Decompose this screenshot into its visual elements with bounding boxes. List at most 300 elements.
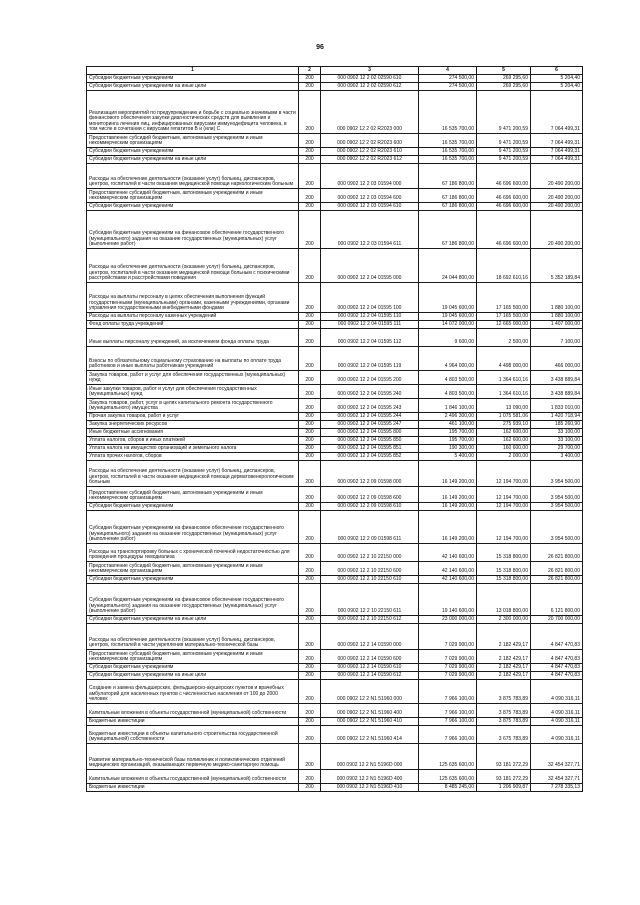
column-header: 6 <box>531 67 583 75</box>
row-name: Субсидии бюджетным учреждениям на финансовое обеспечение государственного (муниципального) задания на оказание государственных (муниципальных) услуг (выполнение работ) <box>87 511 299 544</box>
row-approved-amount: 16 535 700,00 <box>419 148 477 156</box>
table-row <box>87 437 583 445</box>
row-executed-amount: 1 364 610,16 <box>477 385 531 399</box>
table-row <box>87 784 583 792</box>
row-budget-code: 000 0902 12 2 04 01595 100 <box>321 283 419 313</box>
row-remaining-amount: 26 821 800,00 <box>531 544 583 562</box>
table-row <box>87 429 583 437</box>
row-name: Субсидии бюджетным учреждениям <box>87 203 299 211</box>
row-budget-code: 000 0902 12 2 03 01594 610 <box>321 203 419 211</box>
table-row <box>87 770 583 784</box>
row-name: Расходы на выплаты персоналу казенных учреждений <box>87 313 299 321</box>
row-name: Бюджетные инвестиции в объекты капитального строительства государственной (муниципальной) собственности <box>87 726 299 744</box>
column-header: 5 <box>477 67 531 75</box>
column-header: 4 <box>419 67 477 75</box>
row-remaining-amount: 3 438 889,84 <box>531 371 583 385</box>
row-budget-code: 000 0902 12 2 04 01595 800 <box>321 429 419 437</box>
table-row <box>87 453 583 461</box>
row-approved-amount: 42 140 600,00 <box>419 576 477 584</box>
row-remaining-amount: 4 090 316,11 <box>531 704 583 718</box>
table-row <box>87 413 583 421</box>
row-code: 200 <box>299 189 321 203</box>
row-code: 200 <box>299 562 321 576</box>
row-code: 200 <box>299 650 321 664</box>
row-remaining-amount: 4 090 316,11 <box>531 718 583 726</box>
row-budget-code: 000 0902 12 2 04 01595 852 <box>321 453 419 461</box>
row-code: 200 <box>299 203 321 211</box>
table-row <box>87 75 583 83</box>
row-remaining-amount: 7 064 499,31 <box>531 91 583 134</box>
row-name: Субсидии бюджетным учреждениям <box>87 75 299 83</box>
table-row <box>87 211 583 249</box>
table-row <box>87 664 583 672</box>
row-remaining-amount: 4 847 470,83 <box>531 624 583 650</box>
row-remaining-amount: 7 064 499,31 <box>531 134 583 148</box>
table-row <box>87 584 583 616</box>
row-name: Иные выплаты персоналу учреждений, за исключением фонда оплаты труда <box>87 329 299 347</box>
row-executed-amount: 46 696 600,00 <box>477 189 531 203</box>
row-code: 200 <box>299 544 321 562</box>
row-approved-amount: 5 400,00 <box>419 453 477 461</box>
row-approved-amount: 274 500,00 <box>419 75 477 83</box>
row-code: 200 <box>299 624 321 650</box>
row-name: Бюджетные инвестиции <box>87 784 299 792</box>
table-row <box>87 544 583 562</box>
row-budget-code: 000 0902 12 2 09 01598 600 <box>321 487 419 503</box>
table-row <box>87 385 583 399</box>
row-executed-amount: 9 471 200,59 <box>477 148 531 156</box>
row-remaining-amount: 3 438 889,84 <box>531 385 583 399</box>
row-approved-amount: 2 496 300,00 <box>419 413 477 421</box>
row-approved-amount: 461 100,00 <box>419 421 477 429</box>
row-name: Расходы на обеспечение деятельности (оказание услуг) больниц, диспансеров, центров, госпиталей в части укрепления материально-технической базы <box>87 624 299 650</box>
row-budget-code: 000 0902 12 2 14 01590 000 <box>321 624 419 650</box>
row-name: Развитие материально-технической базы поликлиник и поликлинических отделений медицинских организаций, оказывающих первичную медико-санитарную помощь <box>87 744 299 770</box>
row-code: 200 <box>299 680 321 704</box>
table-row <box>87 680 583 704</box>
row-remaining-amount: 3 954 500,00 <box>531 503 583 511</box>
row-name: Иные закупки товаров, работ и услуг для обеспечения государственных (муниципальных) нужд <box>87 385 299 399</box>
row-code: 200 <box>299 83 321 91</box>
row-executed-amount: 2 000,00 <box>477 453 531 461</box>
row-executed-amount: 2 182 429,17 <box>477 650 531 664</box>
row-executed-amount: 269 295,60 <box>477 75 531 83</box>
row-code: 200 <box>299 329 321 347</box>
row-code: 200 <box>299 148 321 156</box>
row-approved-amount: 19 045 600,00 <box>419 283 477 313</box>
table-row <box>87 461 583 487</box>
row-name: Субсидии бюджетным учреждениям на иные цели <box>87 616 299 624</box>
row-approved-amount: 4 803 500,00 <box>419 385 477 399</box>
row-approved-amount: 16 149 200,00 <box>419 511 477 544</box>
row-approved-amount: 67 186 800,00 <box>419 211 477 249</box>
row-code: 200 <box>299 421 321 429</box>
row-code: 200 <box>299 429 321 437</box>
row-name: Расходы на выплаты персоналу в целях обеспечения выполнения функций государственными (муниципальными) органами, казенными учреждениями, органами управления государственными внебюджетными фондами <box>87 283 299 313</box>
row-approved-amount: 195 700,00 <box>419 437 477 445</box>
table-row <box>87 704 583 718</box>
row-code: 200 <box>299 453 321 461</box>
row-executed-amount: 17 165 500,00 <box>477 313 531 321</box>
row-approved-amount: 7 029 900,00 <box>419 672 477 680</box>
row-executed-amount: 162 600,00 <box>477 429 531 437</box>
row-executed-amount: 3 875 783,89 <box>477 680 531 704</box>
row-code: 200 <box>299 511 321 544</box>
row-name: Уплата прочих налогов, сборов <box>87 453 299 461</box>
row-executed-amount: 15 318 800,00 <box>477 562 531 576</box>
row-remaining-amount: 466 000,00 <box>531 347 583 371</box>
row-name: Предоставление субсидий бюджетным, автономным учреждениям и иным некоммерческим организациям <box>87 650 299 664</box>
table-row <box>87 156 583 164</box>
row-remaining-amount: 29 700,00 <box>531 445 583 453</box>
row-executed-amount: 1 075 581,06 <box>477 413 531 421</box>
table-row <box>87 576 583 584</box>
row-approved-amount: 9 600,00 <box>419 329 477 347</box>
table-row <box>87 91 583 134</box>
row-name: Расходы на обеспечение деятельности (оказание услуг) больниц, диспансеров, центров, госпиталей в части оказания медицинской помощи наркологическим больным <box>87 164 299 189</box>
row-code: 200 <box>299 726 321 744</box>
row-remaining-amount: 4 847 470,83 <box>531 650 583 664</box>
row-executed-amount: 162 600,00 <box>477 437 531 445</box>
row-approved-amount: 42 140 600,00 <box>419 544 477 562</box>
row-name: Субсидии бюджетным учреждениям <box>87 664 299 672</box>
column-header: 1 <box>87 67 299 75</box>
row-approved-amount: 7 966 100,00 <box>419 680 477 704</box>
row-remaining-amount: 7 064 499,31 <box>531 148 583 156</box>
row-budget-code: 000 0902 12 2 02 R2023 600 <box>321 134 419 148</box>
row-approved-amount: 7 966 100,00 <box>419 726 477 744</box>
row-approved-amount: 16 149 200,00 <box>419 461 477 487</box>
row-code: 200 <box>299 584 321 616</box>
row-executed-amount: 3 875 783,89 <box>477 704 531 718</box>
row-budget-code: 000 0902 12 2 14 01590 610 <box>321 664 419 672</box>
row-approved-amount: 16 149 200,00 <box>419 503 477 511</box>
row-executed-amount: 9 471 200,59 <box>477 134 531 148</box>
row-name: Капитальные вложения в объекты государственной (муниципальной) собственности <box>87 770 299 784</box>
table-row <box>87 329 583 347</box>
row-code: 200 <box>299 437 321 445</box>
row-budget-code: 000 0902 12 2 03 01594 000 <box>321 164 419 189</box>
row-code: 200 <box>299 385 321 399</box>
row-remaining-amount: 20 490 200,00 <box>531 211 583 249</box>
row-remaining-amount: 5 352 189,84 <box>531 249 583 283</box>
table-row <box>87 562 583 576</box>
row-remaining-amount: 1 407 000,00 <box>531 321 583 329</box>
row-executed-amount: 15 318 800,00 <box>477 576 531 584</box>
row-executed-amount: 160 600,00 <box>477 445 531 453</box>
row-approved-amount: 190 300,00 <box>419 445 477 453</box>
row-executed-amount: 93 181 272,29 <box>477 770 531 784</box>
header-row <box>87 67 583 75</box>
row-name: Реализация мероприятий по предупреждению и борьбе с социально значимыми в части финансового обеспечения закупки диагностических средств для выявления и мониторинга лечения лиц, инфицированных вирусами иммунодефицита человека, в том числе в сочетании с вирусами гепатитов В и (или) С <box>87 91 299 134</box>
table-row <box>87 203 583 211</box>
row-approved-amount: 24 044 800,00 <box>419 249 477 283</box>
row-name: Расходы на обеспечение деятельности (оказание услуг) больниц, диспансеров, центров, госпиталей в части оказания медицинской помощи больным с психическими расстройствами и расстройствами поведения <box>87 249 299 283</box>
row-approved-amount: 7 029 900,00 <box>419 664 477 672</box>
row-name: Субсидии бюджетным учреждениям <box>87 148 299 156</box>
row-code: 200 <box>299 399 321 413</box>
row-approved-amount: 195 700,00 <box>419 429 477 437</box>
row-code: 200 <box>299 487 321 503</box>
row-budget-code: 000 0902 12 2 04 01595 850 <box>321 437 419 445</box>
row-executed-amount: 12 665 000,00 <box>477 321 531 329</box>
row-name: Закупка товаров, работ, услуг в целях капитального ремонта государственного (муниципального) имущества <box>87 399 299 413</box>
row-remaining-amount: 33 100,00 <box>531 429 583 437</box>
row-name: Капитальные вложения в объекты государственной (муниципальной) собственности <box>87 704 299 718</box>
row-name: Создание и замена фельдшерских, фельдшерско-акушерских пунктов и врачебных амбулаторий для населенных пунктов с численностью населения от 100 до 2000 человек <box>87 680 299 704</box>
row-remaining-amount: 32 454 327,71 <box>531 744 583 770</box>
row-approved-amount: 23 000 000,00 <box>419 616 477 624</box>
row-code: 200 <box>299 321 321 329</box>
row-budget-code: 000 0902 12 2 03 01594 600 <box>321 189 419 203</box>
row-executed-amount: 12 194 700,00 <box>477 461 531 487</box>
table-row <box>87 164 583 189</box>
row-remaining-amount: 7 100,00 <box>531 329 583 347</box>
row-executed-amount: 3 875 783,89 <box>477 718 531 726</box>
row-code: 200 <box>299 576 321 584</box>
row-remaining-amount: 20 490 200,00 <box>531 203 583 211</box>
row-approved-amount: 67 186 800,00 <box>419 203 477 211</box>
row-approved-amount: 4 964 000,00 <box>419 347 477 371</box>
row-code: 200 <box>299 718 321 726</box>
row-approved-amount: 4 803 500,00 <box>419 371 477 385</box>
row-executed-amount: 13 018 800,00 <box>477 584 531 616</box>
table-row <box>87 487 583 503</box>
row-budget-code: 000 0902 12 2 N1 5196D 400 <box>321 770 419 784</box>
row-budget-code: 000 0902 12 2 02 02590 610 <box>321 75 419 83</box>
table-row <box>87 624 583 650</box>
row-approved-amount: 125 635 600,00 <box>419 744 477 770</box>
row-executed-amount: 12 194 700,00 <box>477 487 531 503</box>
row-budget-code: 000 0902 12 2 04 01595 200 <box>321 371 419 385</box>
table-row <box>87 313 583 321</box>
row-executed-amount: 2 182 429,17 <box>477 672 531 680</box>
row-name: Предоставление субсидий бюджетным, автономным учреждениям и иным некоммерческим организациям <box>87 562 299 576</box>
row-name: Субсидии бюджетным учреждениям на иные цели <box>87 83 299 91</box>
row-approved-amount: 14 072 000,00 <box>419 321 477 329</box>
row-executed-amount: 4 498 000,00 <box>477 347 531 371</box>
row-remaining-amount: 4 090 316,11 <box>531 680 583 704</box>
row-name: Субсидии бюджетным учреждениям <box>87 503 299 511</box>
row-remaining-amount: 3 400,00 <box>531 453 583 461</box>
row-executed-amount: 15 318 800,00 <box>477 544 531 562</box>
row-executed-amount: 46 696 600,00 <box>477 164 531 189</box>
row-remaining-amount: 3 954 500,00 <box>531 461 583 487</box>
row-budget-code: 000 0902 12 2 14 01590 600 <box>321 650 419 664</box>
row-remaining-amount: 4 090 316,11 <box>531 726 583 744</box>
row-name: Расходы на транспортировку больных с хронической почечной недостаточностью для проведения процедуры гемодиализа <box>87 544 299 562</box>
row-code: 200 <box>299 164 321 189</box>
row-code: 200 <box>299 134 321 148</box>
row-approved-amount: 16 535 700,00 <box>419 91 477 134</box>
row-executed-amount: 1 364 610,16 <box>477 371 531 385</box>
row-remaining-amount: 20 700 000,00 <box>531 616 583 624</box>
row-executed-amount: 18 692 610,16 <box>477 249 531 283</box>
row-code: 200 <box>299 664 321 672</box>
row-budget-code: 000 0902 12 2 02 R2023 610 <box>321 148 419 156</box>
row-code: 200 <box>299 283 321 313</box>
table-row <box>87 134 583 148</box>
row-remaining-amount: 3 954 500,00 <box>531 511 583 544</box>
row-approved-amount: 42 140 600,00 <box>419 562 477 576</box>
row-approved-amount: 8 485 245,00 <box>419 784 477 792</box>
page-number: 96 <box>316 44 324 51</box>
row-remaining-amount: 1 833 010,00 <box>531 399 583 413</box>
table-row <box>87 148 583 156</box>
row-name: Субсидии бюджетным учреждениям <box>87 576 299 584</box>
row-remaining-amount: 4 847 470,83 <box>531 664 583 672</box>
row-remaining-amount: 7 064 499,31 <box>531 156 583 164</box>
table-row <box>87 616 583 624</box>
row-budget-code: 000 0902 12 2 N1 51960 414 <box>321 726 419 744</box>
row-code: 200 <box>299 313 321 321</box>
row-budget-code: 000 0902 12 2 N1 51960 410 <box>321 718 419 726</box>
row-approved-amount: 7 966 100,00 <box>419 704 477 718</box>
table-row <box>87 83 583 91</box>
row-approved-amount: 16 149 200,00 <box>419 487 477 503</box>
row-name: Фонд оплаты труда учреждений <box>87 321 299 329</box>
table-row <box>87 445 583 453</box>
row-code: 200 <box>299 616 321 624</box>
row-name: Субсидии бюджетным учреждениям на финансовое обеспечение государственного (муниципального) задания на оказание государственных (муниципальных) услуг (выполнение работ) <box>87 584 299 616</box>
row-budget-code: 000 0902 12 2 04 01595 119 <box>321 347 419 371</box>
table-row <box>87 371 583 385</box>
column-header: 2 <box>299 67 321 75</box>
row-budget-code: 000 0902 12 2 10 22150 611 <box>321 584 419 616</box>
row-executed-amount: 2 300 000,00 <box>477 616 531 624</box>
row-approved-amount: 274 500,00 <box>419 83 477 91</box>
row-name: Прочая закупка товаров, работ и услуг <box>87 413 299 421</box>
row-remaining-amount: 5 204,40 <box>531 75 583 83</box>
row-executed-amount: 17 165 500,00 <box>477 283 531 313</box>
row-executed-amount: 9 471 200,59 <box>477 156 531 164</box>
row-remaining-amount: 20 490 200,00 <box>531 164 583 189</box>
row-code: 200 <box>299 249 321 283</box>
row-executed-amount: 2 182 429,17 <box>477 624 531 650</box>
row-budget-code: 000 0902 12 2 02 R2023 612 <box>321 156 419 164</box>
row-code: 200 <box>299 211 321 249</box>
row-code: 200 <box>299 371 321 385</box>
table-row <box>87 189 583 203</box>
table-row <box>87 718 583 726</box>
table-row <box>87 511 583 544</box>
column-header: 3 <box>321 67 419 75</box>
row-budget-code: 000 0902 12 2 04 01595 240 <box>321 385 419 399</box>
row-name: Иные бюджетные ассигнования <box>87 429 299 437</box>
table-row <box>87 726 583 744</box>
row-budget-code: 000 0902 12 2 02 02590 612 <box>321 83 419 91</box>
row-remaining-amount: 5 204,40 <box>531 83 583 91</box>
row-approved-amount: 125 635 600,00 <box>419 770 477 784</box>
row-budget-code: 000 0902 12 2 04 01595 111 <box>321 321 419 329</box>
table-row <box>87 321 583 329</box>
table-row <box>87 347 583 371</box>
row-budget-code: 000 0902 12 2 10 22150 600 <box>321 562 419 576</box>
row-budget-code: 000 0902 12 2 10 22150 612 <box>321 616 419 624</box>
row-name: Закупка товаров, работ и услуг для обеспечения государственных (муниципальных) нужд <box>87 371 299 385</box>
row-budget-code: 000 0902 12 2 04 01595 244 <box>321 413 419 421</box>
row-remaining-amount: 3 954 500,00 <box>531 487 583 503</box>
row-approved-amount: 67 186 800,00 <box>419 189 477 203</box>
row-remaining-amount: 1 880 100,00 <box>531 283 583 313</box>
row-approved-amount: 16 535 700,00 <box>419 156 477 164</box>
row-code: 200 <box>299 156 321 164</box>
row-code: 200 <box>299 784 321 792</box>
table-row <box>87 399 583 413</box>
row-name: Уплата налога на имущество организаций и земельного налога <box>87 445 299 453</box>
row-name: Закупка энергетических ресурсов <box>87 421 299 429</box>
row-budget-code: 000 0902 12 2 04 01595 112 <box>321 329 419 347</box>
row-budget-code: 000 0902 12 2 09 01598 610 <box>321 503 419 511</box>
row-code: 200 <box>299 445 321 453</box>
row-remaining-amount: 32 454 327,71 <box>531 770 583 784</box>
row-name: Взносы по обязательному социальному страхованию на выплаты по оплате труда работников и иные выплаты работникам учреждений <box>87 347 299 371</box>
row-budget-code: 000 0902 12 2 03 01594 611 <box>321 211 419 249</box>
row-name: Субсидии бюджетным учреждениям на иные цели <box>87 672 299 680</box>
table-row <box>87 283 583 313</box>
table-row <box>87 503 583 511</box>
row-budget-code: 000 0902 12 2 04 01595 851 <box>321 445 419 453</box>
row-budget-code: 000 0902 12 2 N1 5196D 410 <box>321 784 419 792</box>
row-code: 200 <box>299 413 321 421</box>
row-name: Субсидии бюджетным учреждениям на иные цели <box>87 156 299 164</box>
row-executed-amount: 1 206 909,87 <box>477 784 531 792</box>
row-remaining-amount: 185 260,90 <box>531 421 583 429</box>
table-row <box>87 650 583 664</box>
row-code: 200 <box>299 461 321 487</box>
row-budget-code: 000 0902 12 2 10 22150 000 <box>321 544 419 562</box>
row-executed-amount: 12 194 700,00 <box>477 511 531 544</box>
row-approved-amount: 67 186 800,00 <box>419 164 477 189</box>
row-executed-amount: 12 194 700,00 <box>477 503 531 511</box>
row-remaining-amount: 33 100,00 <box>531 437 583 445</box>
row-executed-amount: 269 295,60 <box>477 83 531 91</box>
row-remaining-amount: 1 420 718,94 <box>531 413 583 421</box>
row-budget-code: 000 0902 12 2 N1 51960 000 <box>321 680 419 704</box>
row-approved-amount: 19 140 600,00 <box>419 584 477 616</box>
row-remaining-amount: 20 490 200,00 <box>531 189 583 203</box>
row-budget-code: 000 0902 12 2 14 01590 612 <box>321 672 419 680</box>
row-code: 200 <box>299 91 321 134</box>
row-executed-amount: 2 182 429,17 <box>477 664 531 672</box>
row-code: 200 <box>299 704 321 718</box>
table-row <box>87 744 583 770</box>
row-name: Предоставление субсидий бюджетным, автономным учреждениям и иным некоммерческим организациям <box>87 189 299 203</box>
row-approved-amount: 7 966 100,00 <box>419 718 477 726</box>
row-remaining-amount: 4 847 470,83 <box>531 672 583 680</box>
row-budget-code: 000 0902 12 2 04 01595 000 <box>321 249 419 283</box>
row-budget-code: 000 0902 12 2 09 01598 000 <box>321 461 419 487</box>
row-budget-code: 000 0902 12 2 04 01595 243 <box>321 399 419 413</box>
table-row <box>87 249 583 283</box>
row-code: 200 <box>299 770 321 784</box>
row-executed-amount: 9 471 200,59 <box>477 91 531 134</box>
row-remaining-amount: 6 121 800,00 <box>531 584 583 616</box>
row-name: Предоставление субсидий бюджетным, автономным учреждениям и иным некоммерческим организациям <box>87 487 299 503</box>
row-code: 200 <box>299 744 321 770</box>
row-name: Субсидии бюджетным учреждениям на финансовое обеспечение государственного (муниципального) задания на оказание государственных (муниципальных) услуг (выполнение работ) <box>87 211 299 249</box>
row-approved-amount: 1 846 100,00 <box>419 399 477 413</box>
row-budget-code: 000 0902 12 2 04 01595 247 <box>321 421 419 429</box>
row-executed-amount: 93 181 272,29 <box>477 744 531 770</box>
row-approved-amount: 7 029 900,00 <box>419 650 477 664</box>
row-executed-amount: 46 696 600,00 <box>477 203 531 211</box>
row-name: Предоставление субсидий бюджетным, автономным учреждениям и иным некоммерческим организациям <box>87 134 299 148</box>
row-remaining-amount: 26 821 800,00 <box>531 576 583 584</box>
budget-execution-table <box>86 66 583 792</box>
row-budget-code: 000 0902 12 2 02 R2023 000 <box>321 91 419 134</box>
row-code: 200 <box>299 75 321 83</box>
